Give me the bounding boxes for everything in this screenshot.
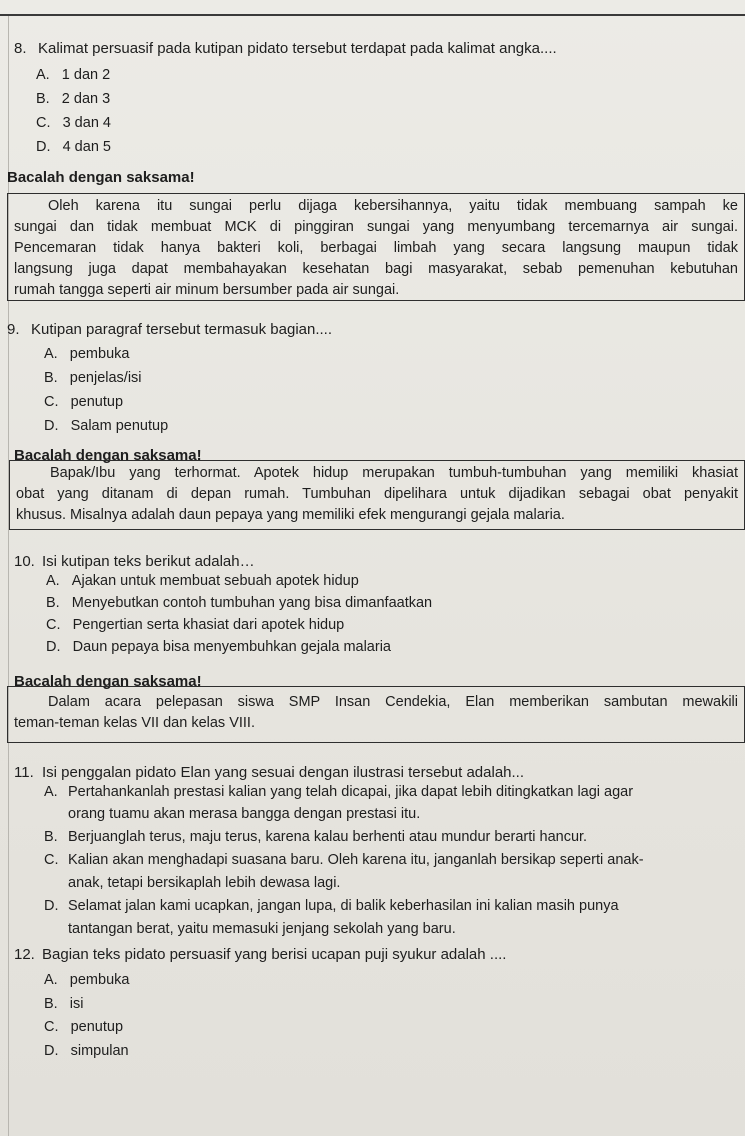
q11-option-d[interactable]: Selamat jalan kami ucapkan, jangan lupa, di balik keberhasilan ini kalian masih punya <box>68 898 619 914</box>
q12-option-b[interactable]: B. isi <box>44 996 84 1012</box>
q9-option-c[interactable]: C. penutup <box>44 394 124 410</box>
q9-option-b[interactable]: B. penjelas/isi <box>44 370 142 386</box>
passage-line: Pencemaran tidak hanya bakteri koli, berbagai limbah yang secara langsung maupun tidak <box>14 240 738 256</box>
q11-option-b-letter[interactable]: B. <box>44 829 58 845</box>
q9-option-d[interactable]: D. Salam penutup <box>44 418 169 434</box>
section1-heading: Bacalah dengan saksama! <box>7 169 195 186</box>
passage-line: langsung juga dapat membahayakan kesehatan bagi masyarakat, sebab pemenuhan kebutuhan <box>14 261 738 277</box>
q11-option-a[interactable]: Pertahankanlah prestasi kalian yang telah dicapai, jika dapat lebih ditingkatkan lagi agar <box>68 784 634 800</box>
q11-option-d-letter[interactable]: D. <box>44 898 59 914</box>
q11-option-d-cont[interactable]: tantangan berat, yaitu memasuki jenjang sekolah yang baru. <box>68 921 456 937</box>
q11-option-a-cont[interactable]: orang tuamu akan merasa bangga dengan prestasi itu. <box>68 806 421 822</box>
section3-passage <box>7 686 745 743</box>
section2-heading: Bacalah dengan saksama! <box>14 447 202 464</box>
q12-option-d[interactable]: D. simpulan <box>44 1043 129 1059</box>
q8-option-a[interactable]: A. 1 dan 2 <box>36 67 111 83</box>
q11-option-a-letter[interactable]: A. <box>44 784 58 800</box>
q12-option-c[interactable]: C. penutup <box>44 1019 124 1035</box>
q8-option-b[interactable]: B. 2 dan 3 <box>36 91 111 107</box>
q11-option-c[interactable]: Kalian akan menghadapi suasana baru. Oleh karena itu, janganlah bersikap seperti anak- <box>68 852 644 868</box>
passage-line: Dalam acara pelepasan siswa SMP Insan Cendekia, Elan memberikan sambutan mewakili <box>48 694 738 710</box>
q12-option-a[interactable]: A. pembuka <box>44 972 130 988</box>
q10-text: Isi kutipan teks berikut adalah… <box>42 553 255 570</box>
section1-passage <box>7 193 745 301</box>
q12-text: Bagian teks pidato persuasif yang berisi ucapan puji syukur adalah .... <box>42 946 507 963</box>
passage-line: Bapak/Ibu yang terhormat. Apotek hidup merupakan tumbuh-tumbuhan yang memiliki khasiat <box>50 465 738 481</box>
passage-line: sungai dan tidak membuat MCK di pinggiran sungai yang menyumbang tercemarnya air sungai. <box>14 219 738 235</box>
q10-option-d[interactable]: D. Daun pepaya bisa menyembuhkan gejala malaria <box>46 639 391 655</box>
q8-option-d[interactable]: D. 4 dan 5 <box>36 139 111 155</box>
passage-line: obat yang ditanam di depan rumah. Tumbuhan dipelihara untuk dijadikan sebagai obat penyakit <box>16 486 738 502</box>
q10-option-c[interactable]: C. Pengertian serta khasiat dari apotek hidup <box>46 617 345 633</box>
passage-line: rumah tangga seperti air minum bersumber pada air sungai. <box>14 282 400 298</box>
q8-text: Kalimat persuasif pada kutipan pidato tersebut terdapat pada kalimat angka.... <box>38 40 557 57</box>
q11-number: 11. <box>14 764 34 781</box>
q9-number: 9. <box>7 321 20 338</box>
section2-passage <box>9 460 745 530</box>
section3-heading: Bacalah dengan saksama! <box>14 673 202 690</box>
q11-text: Isi penggalan pidato Elan yang sesuai dengan ilustrasi tersebut adalah... <box>42 764 524 781</box>
passage-line: khusus. Misalnya adalah daun pepaya yang memiliki efek mengurangi gejala malaria. <box>16 507 565 523</box>
q9-text: Kutipan paragraf tersebut termasuk bagian.... <box>31 321 333 338</box>
q9-option-a[interactable]: A. pembuka <box>44 346 130 362</box>
q11-option-b[interactable]: Berjuanglah terus, maju terus, karena kalau berhenti atau mundur berarti hancur. <box>68 829 588 845</box>
q8-number: 8. <box>14 40 27 57</box>
q11-option-c-cont[interactable]: anak, tetapi bersikaplah lebih dewasa lagi. <box>68 875 341 891</box>
q10-option-a[interactable]: A. Ajakan untuk membuat sebuah apotek hidup <box>46 573 359 589</box>
q12-number: 12. <box>14 946 35 963</box>
top-rule <box>0 14 745 16</box>
q8-option-c[interactable]: C. 3 dan 4 <box>36 115 111 131</box>
q10-option-b[interactable]: B. Menyebutkan contoh tumbuhan yang bisa dimanfaatkan <box>46 595 433 611</box>
q10-number: 10. <box>14 553 35 570</box>
passage-line: teman-teman kelas VII dan kelas VIII. <box>14 715 255 731</box>
q11-option-c-letter[interactable]: C. <box>44 852 59 868</box>
passage-line: Oleh karena itu sungai perlu dijaga kebersihannya, yaitu tidak membuang sampah ke <box>48 198 738 214</box>
